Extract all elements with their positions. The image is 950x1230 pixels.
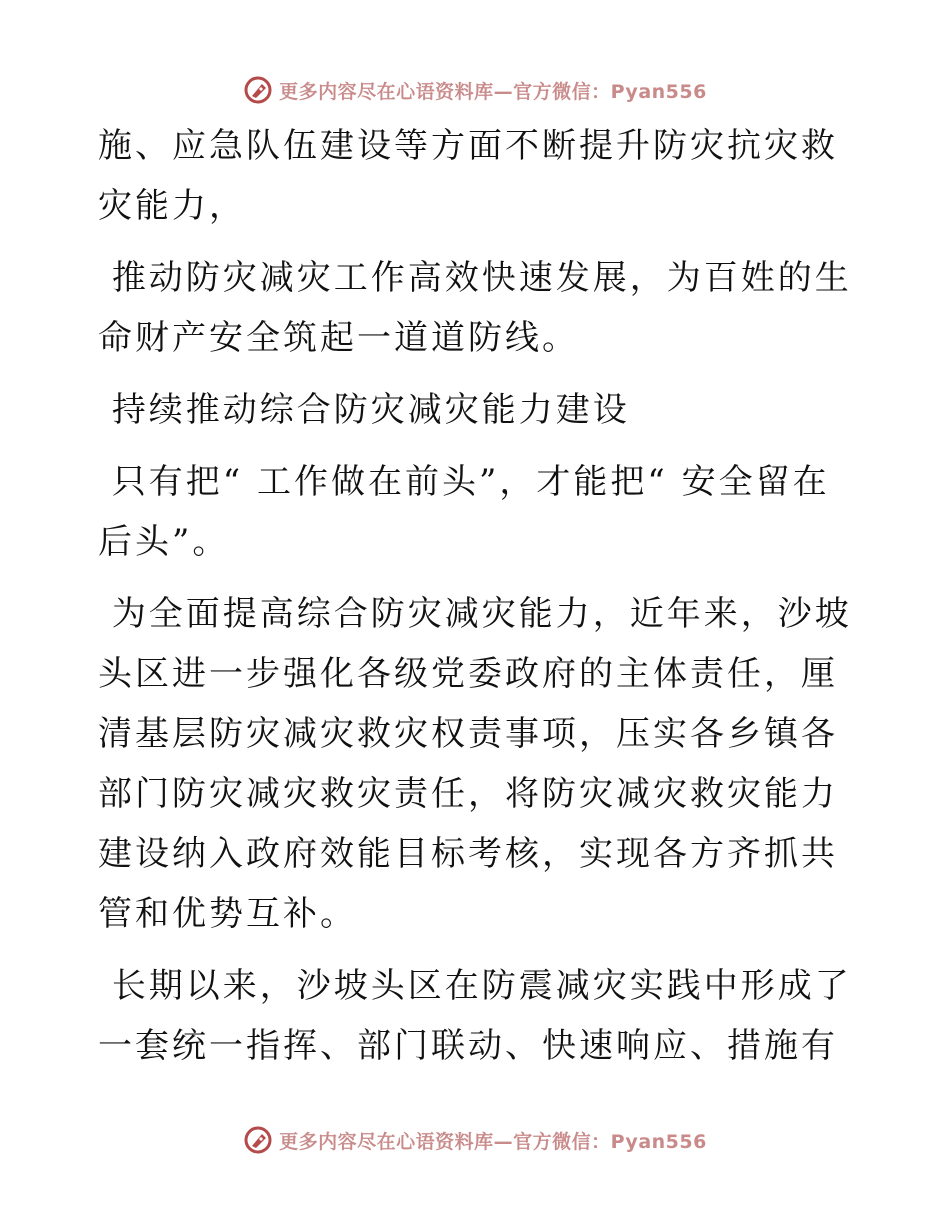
paragraph: 为全面提高综合防灾减灾能力，近年来，沙坡头区进一步强化各级党委政府的主体责任，厘清基层防灾减灾救灾权责事项，压实各乡镇各部门防灾减灾救灾责任，将防灾减灾救灾能力建设纳入政府效能目标考核，实现各方齐抓共管和优势互补。 bbox=[98, 594, 852, 934]
paragraph: 长期以来，沙坡头区在防震减灾实践中形成了一套统一指挥、部门联动、快速响应、措施有 bbox=[98, 966, 852, 1066]
watermark-text: 更多内容尽在心语资料库—官方微信：Pyan556 bbox=[279, 1130, 707, 1153]
section-heading: 持续推动综合防灾减灾能力建设 bbox=[98, 390, 630, 430]
watermark-text: 更多内容尽在心语资料库—官方微信：Pyan556 bbox=[279, 80, 707, 103]
pen-nib-logo-icon bbox=[243, 75, 273, 105]
paragraph: 施、应急队伍建设等方面不断提升防灾抗灾救灾能力， bbox=[98, 126, 838, 226]
header-watermark bbox=[0, 70, 950, 110]
document-body bbox=[98, 116, 858, 1088]
footer-watermark bbox=[0, 1120, 950, 1160]
pen-nib-logo-icon bbox=[243, 1125, 273, 1155]
paragraph: 推动防灾减灾工作高效快速发展，为百姓的生命财产安全筑起一道道防线。 bbox=[98, 258, 852, 358]
paragraph: 只有把“ 工作做在前头”，才能把“ 安全留在后头”。 bbox=[98, 462, 830, 562]
